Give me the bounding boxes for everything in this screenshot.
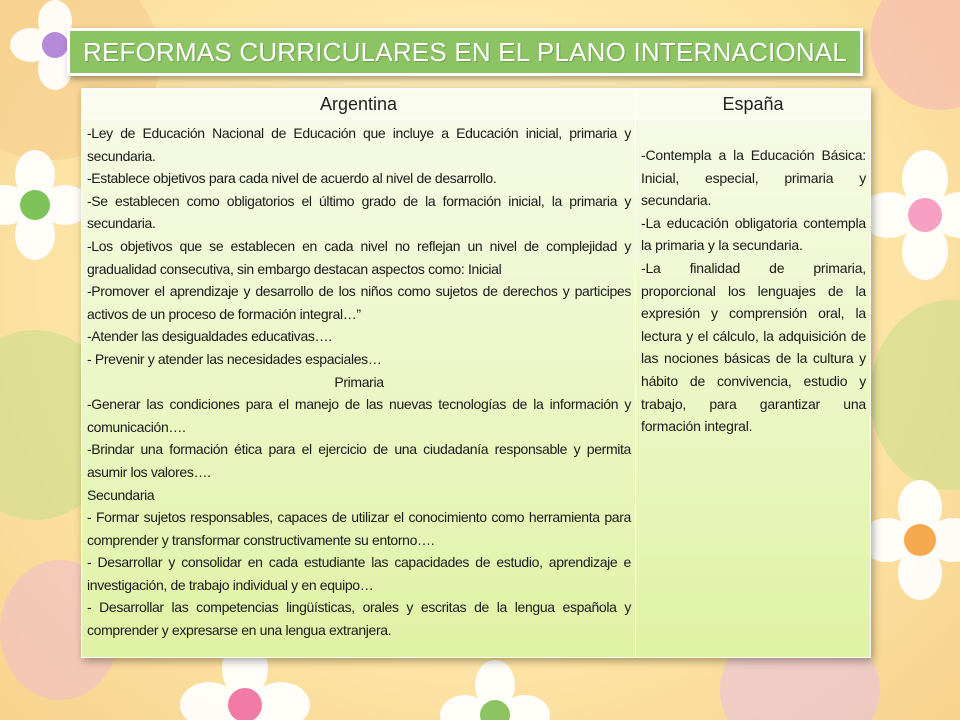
argentina-item: - Prevenir y atender las necesidades espaciales… — [87, 350, 382, 367]
espana-item: -La finalidad de primaria, proporcional los lenguajes de la expresión y comprensión oral, la lectura y el cálculo, la adquisición de las nociones básicas de la cultura y hábito de convivencia, estudio y trabajo, para garantizar una formación integral. — [641, 259, 866, 435]
header-argentina: Argentina — [82, 89, 636, 120]
argentina-item: -Brindar una formación ética para el ejercicio de una ciudadanía responsable y permita asumir los valores…. — [87, 441, 631, 480]
espana-item: -La educación obligatoria contempla la primaria y la secundaria. — [641, 214, 866, 254]
argentina-item: -Los objetivos que se establecen en cada nivel no reflejan un nivel de complejidad y gradualidad consecutiva, sin embargo destacan aspectos como: Inicial — [87, 237, 631, 277]
flower-decoration — [0, 150, 90, 260]
espana-cell — [636, 120, 871, 658]
argentina-item: - Desarrollar y consolidar en cada estudiante las capacidades de estudio, aprendizaje e investigación, de trabajo individual y en equipo… — [87, 554, 631, 593]
argentina-item: -Generar las condiciones para el manejo de las nuevas tecnologías de la información y comunicación…. — [87, 396, 631, 435]
flower-decoration — [860, 150, 960, 280]
slide-title-box — [67, 28, 863, 76]
argentina-item: - Desarrollar las competencias lingüísticas, orales y escritas de la lengua española y comprender y expresarse en una lengua extranjera. — [87, 599, 631, 639]
argentina-item: -Promover el aprendizaje y desarrollo de los niños como sujetos de derechos y participes activos de un proceso de formación integral…” — [87, 283, 631, 322]
background-blob — [870, 300, 960, 490]
argentina-item: - Formar sujetos responsables, capaces de utilizar el conocimiento como herramienta para comprender y transformar constructivamente su entorno…. — [87, 509, 631, 548]
argentina-item: -Ley de Educación Nacional de Educación que incluye a Educación inicial, primaria y secundaria. — [87, 125, 631, 164]
argentina-cell — [82, 120, 636, 658]
flower-decoration — [860, 480, 960, 600]
argentina-item: -Atender las desigualdades educativas…. — [87, 328, 332, 345]
flower-decoration — [440, 660, 550, 720]
background-blob — [870, 0, 960, 110]
argentina-subheading-secundaria: Secundaria — [87, 486, 155, 503]
header-espana: España — [636, 89, 871, 120]
argentina-item: -Se establecen como obligatorios el último grado de la formación inicial, la primaria y secundaria. — [87, 192, 631, 232]
comparison-table — [81, 88, 871, 658]
slide-title: REFORMAS CURRICULARES EN EL PLANO INTERNACIONAL — [82, 36, 848, 67]
argentina-subheading-primaria: Primaria — [334, 373, 384, 390]
espana-item: -Contempla a la Educación Básica: Inicial, especial, primaria y secundaria. — [641, 147, 866, 209]
argentina-item: -Establece objetivos para cada nivel de acuerdo al nivel de desarrollo. — [87, 170, 497, 187]
